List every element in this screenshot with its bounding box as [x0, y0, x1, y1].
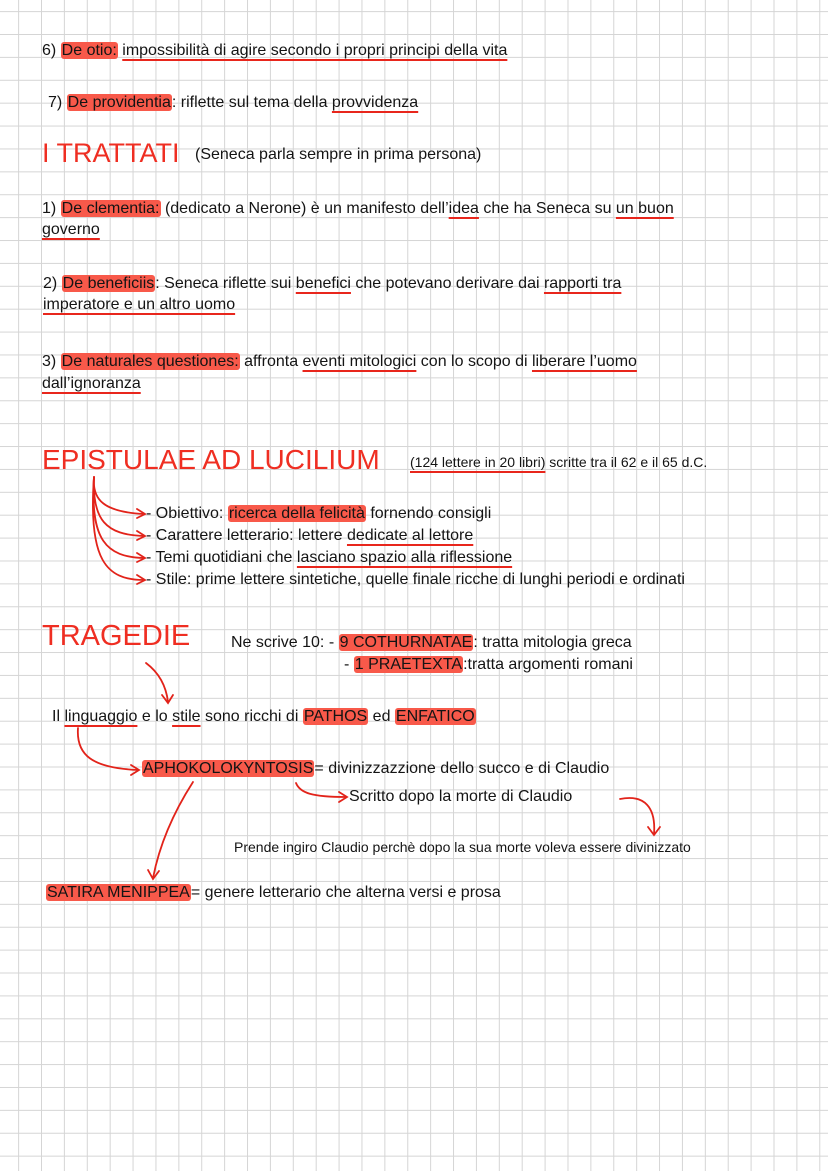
arrowhead: [339, 792, 347, 802]
underlined-text: lasciano spazio alla riflessione: [296, 549, 513, 566]
item-number: 6): [42, 42, 61, 59]
text: - Stile: prime lettere sintetiche, quelle finale ricche di lunghi periodi e ordinati: [146, 571, 685, 588]
underlined-text: governo: [42, 221, 100, 238]
epistulae-item-carattere: [146, 526, 473, 546]
highlighted-text: ENFATICO: [395, 708, 475, 725]
arrowhead: [648, 827, 660, 835]
arrow-linguaggio-to-apho: [78, 728, 138, 770]
underlined-text: dall’ignoranza: [42, 375, 141, 392]
arrowhead: [137, 509, 145, 518]
work-title: De providentia: [67, 94, 171, 111]
work-title: De beneficiis: [62, 275, 155, 292]
work-title: De otio:: [61, 42, 117, 59]
arrow-to-temi: [93, 477, 144, 558]
text: - Obiettivo:: [146, 505, 228, 522]
line-de-beneficiis: [43, 274, 621, 294]
text: = genere letterario che alterna versi e prosa: [190, 884, 501, 901]
text: Ne scrive 10: -: [231, 634, 339, 651]
underlined-text: idea: [448, 200, 479, 217]
text: : tratta mitologia greca: [473, 634, 632, 651]
arrow-apho-to-satira: [153, 782, 193, 878]
underlined-text: un buon: [615, 200, 674, 217]
text: ed: [368, 708, 395, 725]
arrowhead: [137, 553, 145, 562]
text: : riflette sul tema della: [171, 94, 332, 111]
text: affronta: [239, 353, 303, 370]
line-linguaggio: [52, 707, 476, 727]
heading-tragedie: TRAGEDIE: [42, 620, 191, 652]
line-prende-ingiro: Prende ingiro Claudio perchè dopo la sua morte voleva essere divinizzato: [234, 839, 691, 855]
text: :tratta argomenti romani: [463, 656, 633, 673]
arrow-to-carattere: [94, 477, 144, 536]
arrowhead: [148, 870, 159, 879]
text: che ha Seneca su: [478, 200, 616, 217]
underlined-text: impossibilità di agire secondo i propri principi della vita: [122, 42, 508, 59]
line-aphokolokyntosis: [142, 759, 609, 779]
arrowhead: [137, 575, 145, 584]
arrow-to-stile: [93, 477, 144, 580]
underlined-text: stile: [172, 708, 201, 725]
text: -: [344, 656, 354, 673]
text: (dedicato a Nerone) è un manifesto dell’: [160, 200, 449, 217]
line-de-naturales-questiones: [42, 352, 637, 372]
text: - Carattere letterario: lettere: [146, 527, 347, 544]
underlined-text: dedicate al lettore: [346, 527, 474, 544]
epistulae-item-obiettivo: [146, 504, 491, 524]
arrow-apho-to-scritto: [296, 783, 346, 797]
epistulae-item-temi: [146, 548, 512, 568]
line-de-providentia: [48, 93, 418, 113]
underlined-text: provvidenza: [331, 94, 419, 111]
underlined-text: imperatore e un altro uomo: [43, 296, 236, 313]
epistulae-note: [410, 452, 707, 472]
heading-epistulae: EPISTULAE AD LUCILIUM: [42, 444, 380, 475]
line-de-clementia: [42, 199, 674, 219]
text: fornendo consigli: [365, 505, 492, 522]
line-scritto: Scritto dopo la morte di Claudio: [349, 788, 573, 805]
line-de-otio: [42, 41, 507, 61]
text: - Temi quotidiani che: [146, 549, 297, 566]
arrow-scritto-to-prende: [620, 798, 654, 834]
text: scritte tra il 62 e il 65 d.C.: [545, 454, 708, 470]
underlined-text: rapporti tra: [543, 275, 622, 292]
work-title: De clementia:: [61, 200, 160, 217]
tragedie-line-1: [231, 633, 632, 653]
underlined-text: eventi mitologici: [302, 353, 417, 370]
item-number: 7): [48, 94, 67, 111]
text: sono ricchi di: [200, 708, 303, 725]
line-de-naturales-questiones-2: [42, 374, 141, 394]
text: : Seneca riflette sui: [155, 275, 296, 292]
trattati-note: (Seneca parla sempre in prima persona): [195, 146, 482, 163]
tragedie-line-2: [344, 655, 633, 675]
text: Il: [52, 708, 65, 725]
line-de-clementia-2: [42, 220, 100, 240]
highlighted-text: SATIRA MENIPPEA: [47, 884, 190, 901]
arrow-tragedie-to-linguaggio: [146, 663, 168, 702]
underlined-text: benefici: [295, 275, 351, 292]
text: e lo: [137, 708, 173, 725]
text: che potevano derivare dai: [350, 275, 544, 292]
item-number: 3): [42, 353, 61, 370]
arrow-to-obiettivo: [94, 477, 144, 514]
underlined-text: linguaggio: [64, 708, 138, 725]
highlighted-text: PATHOS: [303, 708, 368, 725]
highlighted-text: APHOKOLOKYNTOSIS: [143, 760, 314, 777]
underlined-text: (124 lettere in 20 libri): [410, 454, 546, 470]
epistulae-item-stile: [146, 570, 685, 590]
highlighted-text: 9 COTHURNATAE: [339, 634, 473, 651]
arrowhead: [131, 765, 139, 775]
item-number: 1): [42, 200, 61, 217]
text: con lo scopo di: [416, 353, 532, 370]
work-title: De naturales questiones:: [61, 353, 239, 370]
highlighted-text: ricerca della felicità: [228, 505, 365, 522]
heading-trattati: I TRATTATI: [42, 138, 180, 168]
line-de-beneficiis-2: [43, 295, 235, 315]
text: = divinizzazzione dello succo e di Claudio: [314, 760, 610, 777]
arrowhead: [137, 531, 145, 540]
underlined-text: liberare l’uomo: [531, 353, 637, 370]
epistulae-branch-arrows: [93, 477, 145, 584]
line-satira-menippea: [46, 883, 501, 903]
arrowhead: [162, 695, 173, 703]
item-number: 2): [43, 275, 62, 292]
highlighted-text: 1 PRAETEXTA: [354, 656, 463, 673]
